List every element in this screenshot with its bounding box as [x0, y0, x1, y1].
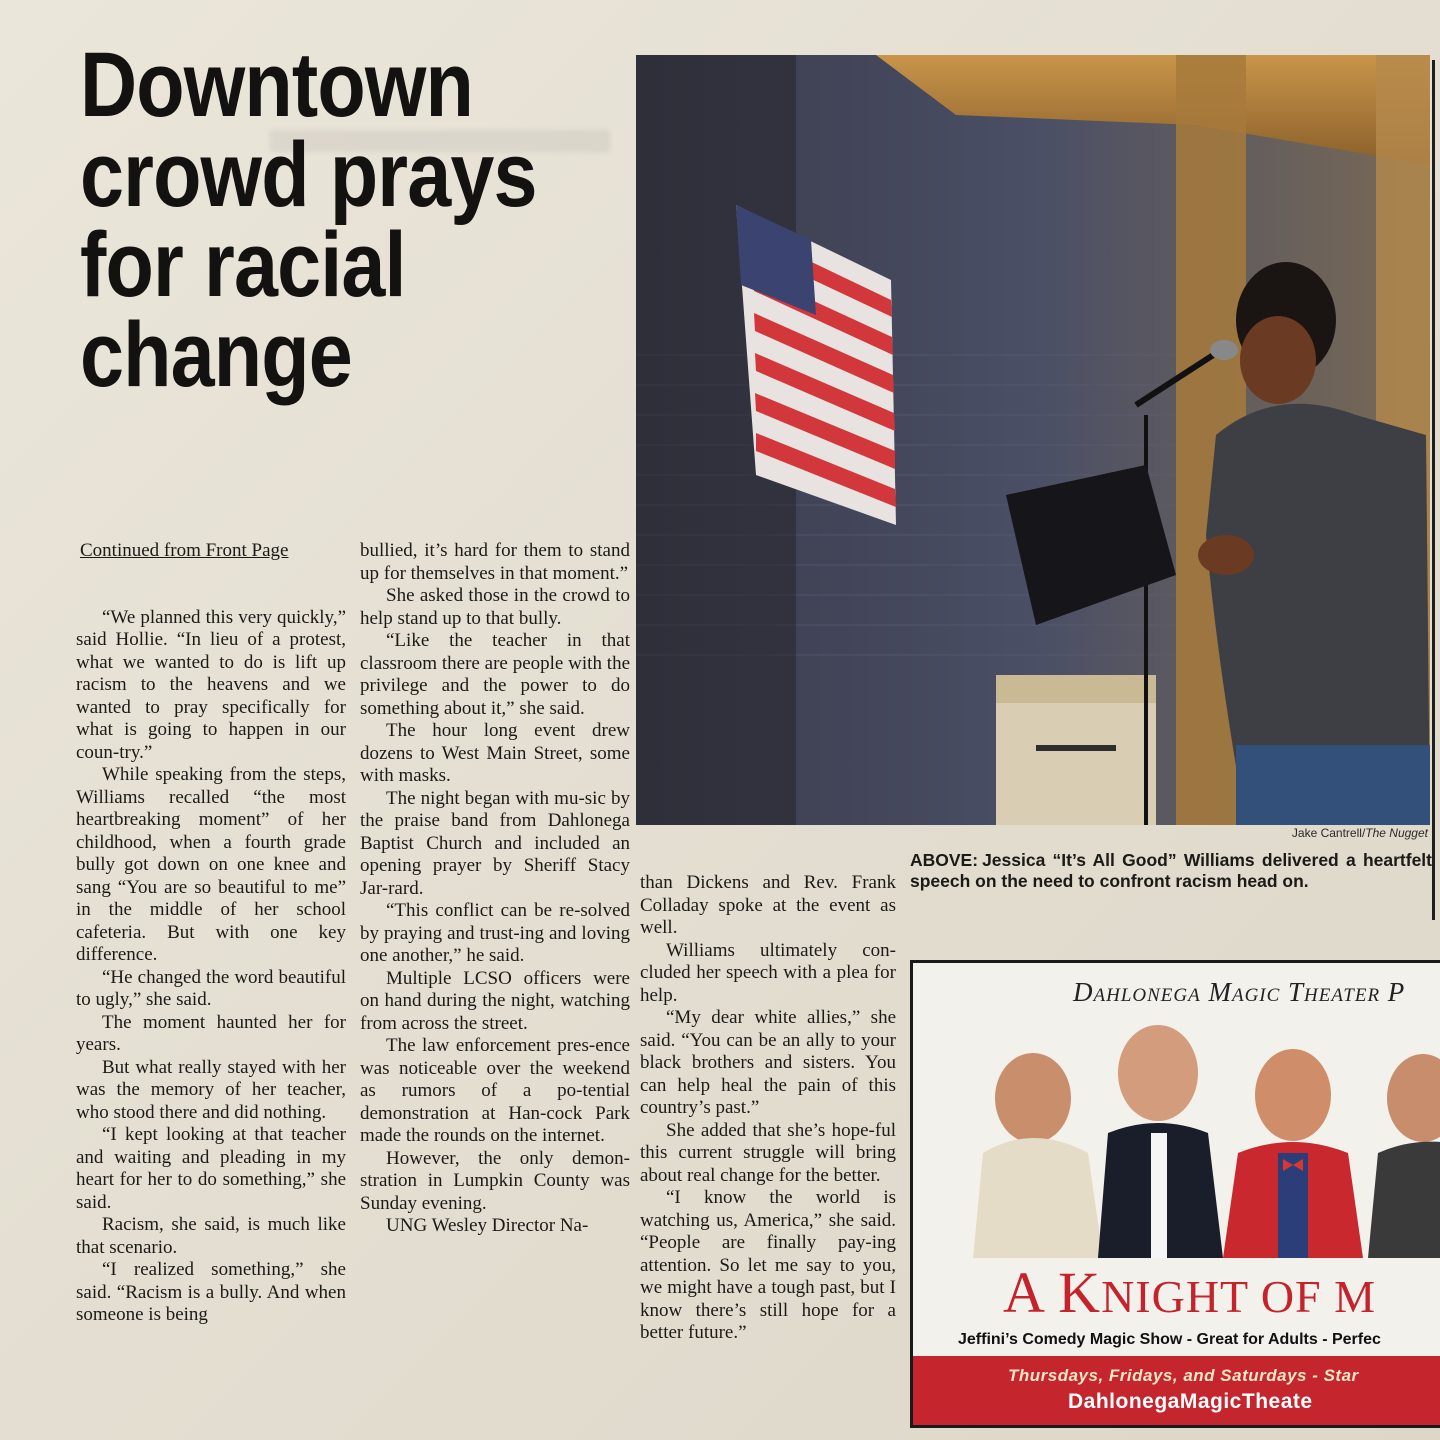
- paragraph: “He changed the word beautiful to ugly,” she said.: [76, 966, 346, 1010]
- ad-tagline: Jeffini’s Comedy Magic Show - Great for Adults - Perfec: [958, 1331, 1381, 1348]
- ad-showtimes: Thursdays, Fridays, and Saturdays - Star: [1008, 1366, 1359, 1385]
- photo-illustration: [636, 55, 1430, 825]
- ad-red-band: [913, 1356, 1440, 1425]
- credit-outlet: The Nugget: [1365, 826, 1428, 840]
- photo-caption: [910, 850, 1432, 892]
- article-column-3: [640, 872, 896, 1345]
- ad-website: DahlonegaMagicTheate: [1068, 1390, 1313, 1413]
- paragraph: However, the only demon-stration in Lumpkin County was Sunday evening.: [360, 1147, 630, 1214]
- paragraph: While speaking from the steps, Williams recalled “the most heartbreaking moment” of her childhood, when a fourth grade bully got down on one knee and sang “You are so beautiful to me” in the middle of her school cafeteria. But with one key difference.: [76, 764, 346, 965]
- paragraph: The hour long event drew dozens to West Main Street, some with masks.: [360, 720, 630, 786]
- news-photo: [636, 55, 1430, 825]
- paragraph: “Like the teacher in that classroom there are people with the privilege and the power to do something about it,” she said.: [360, 630, 630, 719]
- paragraph: “This conflict can be re-solved by praying and trust-ing and loving one another,” he said.: [360, 900, 630, 966]
- headline-line: Downtown: [80, 34, 474, 136]
- paragraph: Multiple LCSO officers were on hand during the night, watching from across the street.: [360, 967, 630, 1034]
- paragraph: “I realized something,” she said. “Racism is a bully. And when someone is being: [76, 1259, 346, 1325]
- paragraph: “I know the world is watching us, America,” she said. “People are finally pay-ing attention. So let me say to you, we might have a tough past, but I know there’s still hope for a better future.”: [640, 1187, 896, 1343]
- ad-title: Dahlonega Magic Theater P: [1073, 977, 1406, 1007]
- headline-line: change: [80, 304, 352, 406]
- paragraph: bullied, it’s hard for them to stand up for themselves in that moment.”: [360, 540, 630, 584]
- credit-name: Jake Cantrell: [1291, 826, 1362, 840]
- ad-performers-photo: [953, 1013, 1440, 1258]
- photo-credit: Jake Cantrell/The Nugget: [1291, 826, 1428, 840]
- headline-line: for racial: [80, 214, 406, 316]
- ad-show-name-initial: A K: [1003, 1260, 1102, 1325]
- ad-show-name: [1003, 1259, 1376, 1326]
- paragraph: Racism, she said, is much like that scenario.: [76, 1214, 346, 1258]
- paragraph: The moment haunted her for years.: [76, 1011, 346, 1055]
- headline-line: crowd prays: [80, 124, 537, 226]
- paragraph: “My dear white allies,” she said. “You can be an ally to your black brothers and sisters. You can help heal the pain of this country’s past.”: [640, 1007, 896, 1118]
- magic-theater-ad: [910, 960, 1440, 1428]
- ad-show-name-rest: NIGHT OF M: [1101, 1271, 1377, 1322]
- article-column-1: [76, 540, 346, 1327]
- caption-text: Jessica “It’s All Good” Williams delivered a heartfelt speech on the need to confront racism head on.: [910, 850, 1432, 891]
- paragraph: “We planned this very quickly,” said Hollie. “In lieu of a protest, what we wanted to do is lift up racism to the heavens and we wanted to pray specifically for what is going to happen in our coun-try.”: [76, 606, 346, 763]
- paragraph: The night began with mu-sic by the praise band from Dahlonega Baptist Church and included an opening prayer by Sheriff Stacy Jar-rard.: [360, 787, 630, 899]
- paragraph: “I kept looking at that teacher and waiting and pleading in my heart for her to do something,” she said.: [76, 1124, 346, 1213]
- paragraph: But what really stayed with her was the memory of her teacher, who stood there and did nothing.: [76, 1056, 346, 1123]
- paragraph: than Dickens and Rev. Frank Colladay spoke at the event as well.: [640, 872, 896, 938]
- paragraph: She added that she’s hope-ful this current struggle will bring about real change for the better.: [640, 1119, 896, 1186]
- paragraph: The law enforcement pres-ence was noticeable over the weekend as rumors of a po-tential demonstration at Han-cock Park made the rounds on the internet.: [360, 1035, 630, 1146]
- paragraph: She asked those in the crowd to help stand up to that bully.: [360, 585, 630, 629]
- continued-link: Continued from Front Page: [80, 540, 289, 561]
- paragraph: Williams ultimately con-cluded her speech with a plea for help.: [640, 939, 896, 1006]
- headline: [80, 34, 640, 406]
- article-column-2: [360, 540, 630, 1238]
- caption-lead: ABOVE:: [910, 850, 979, 870]
- paragraph: UNG Wesley Director Na-: [386, 1215, 589, 1236]
- column-rule: [1432, 60, 1435, 920]
